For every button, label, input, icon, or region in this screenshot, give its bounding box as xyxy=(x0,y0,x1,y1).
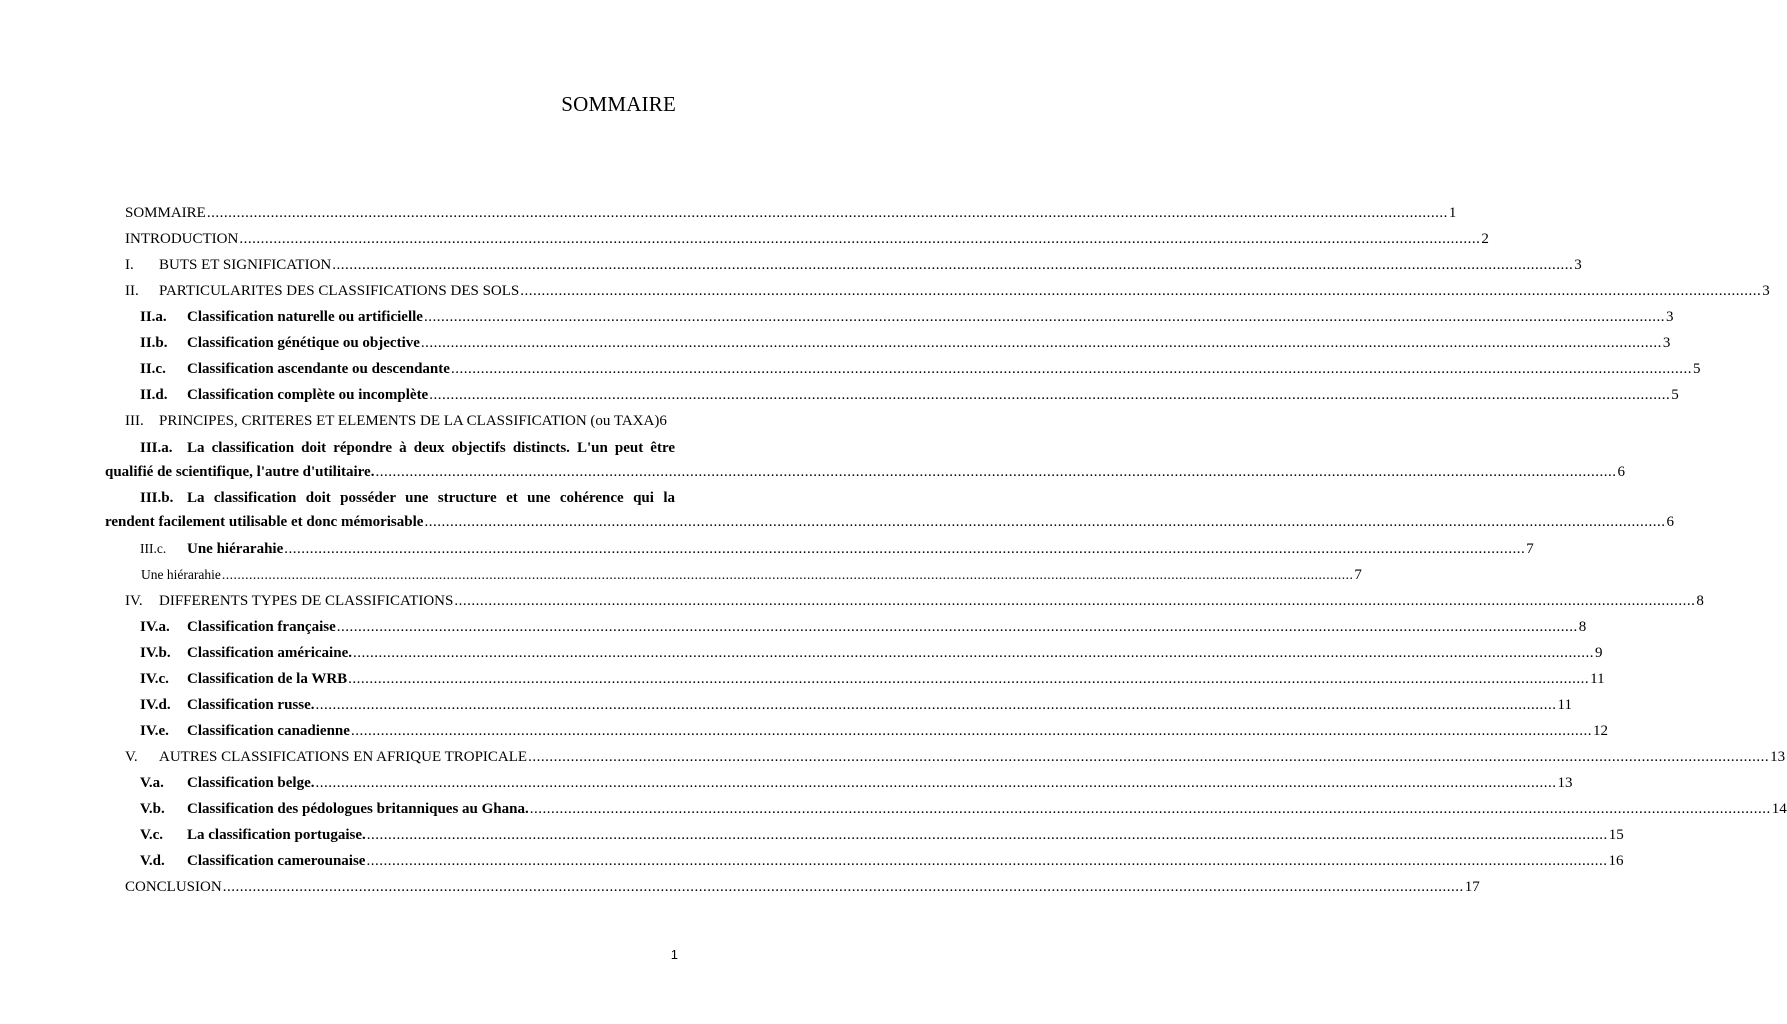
toc-label: AUTRES CLASSIFICATIONS EN AFRIQUE TROPICALE xyxy=(159,749,528,765)
toc-entry-section-5[interactable] xyxy=(105,744,1786,770)
dot-leader xyxy=(454,588,1695,614)
toc-entry-hierarchy[interactable] xyxy=(105,562,1362,588)
dot-leader xyxy=(530,796,1771,822)
toc-entry-introduction[interactable] xyxy=(105,226,1489,252)
toc-entry-section-2c[interactable] xyxy=(105,356,1701,382)
dot-leader xyxy=(284,536,1525,562)
toc-entry-section-2d[interactable] xyxy=(105,382,1679,408)
toc-label-line1: La classification doit répondre à deux objectifs distincts. L'un peut être xyxy=(187,440,675,456)
toc-page-number: 3 xyxy=(1574,257,1582,273)
toc-label: Classification ascendante ou descendante xyxy=(187,361,450,377)
toc-entry-section-5b[interactable] xyxy=(105,796,1787,822)
dot-leader xyxy=(520,278,1761,304)
dot-leader xyxy=(424,510,1665,534)
toc-entry-section-2[interactable] xyxy=(105,278,1770,304)
toc-page-number: 8 xyxy=(1578,619,1587,635)
toc-number: II.a. xyxy=(140,309,167,325)
toc-entry-sommaire[interactable] xyxy=(105,200,1457,226)
toc-label: Classification génétique ou objective xyxy=(187,335,420,351)
toc-label: PRINCIPES, CRITERES ET ELEMENTS DE LA CLASSIFICATION (ou TAXA) xyxy=(159,413,660,429)
toc-label: Classification camerounaise xyxy=(187,853,366,869)
dot-leader xyxy=(316,770,1557,796)
dot-leader xyxy=(424,304,1665,330)
toc-label: PARTICULARITES DES CLASSIFICATIONS DES SOLS xyxy=(159,283,520,299)
toc-page-number: 12 xyxy=(1592,723,1608,739)
toc-page-number: 6 xyxy=(659,413,667,429)
dot-leader xyxy=(222,562,1354,588)
toc-label: Classification complète ou incomplète xyxy=(187,387,429,403)
toc-label: SOMMAIRE xyxy=(125,205,206,221)
dot-leader xyxy=(353,640,1594,666)
toc-number: IV. xyxy=(125,593,143,609)
toc-entry-section-3c[interactable] xyxy=(105,536,1534,562)
toc-entry-section-5a[interactable] xyxy=(105,770,1573,796)
toc-number: III.b. xyxy=(140,490,174,506)
dot-leader xyxy=(316,692,1557,718)
toc-page-number: 16 xyxy=(1608,853,1624,869)
toc-label: BUTS ET SIGNIFICATION xyxy=(159,257,332,273)
dot-leader xyxy=(239,226,1480,252)
toc-number: IV.e. xyxy=(140,723,169,739)
toc-page-number: 13 xyxy=(1770,749,1786,765)
toc-label: INTRODUCTION xyxy=(125,231,239,247)
toc-page-number: 2 xyxy=(1481,231,1489,247)
toc-number: V.b. xyxy=(140,801,165,817)
toc-label: Classification russe. xyxy=(187,697,315,713)
toc-label: Une hiérarahie xyxy=(187,541,284,557)
toc-number: II.b. xyxy=(140,335,168,351)
toc-number: III.c. xyxy=(140,541,167,556)
toc-entry-section-4a[interactable] xyxy=(105,614,1587,640)
toc-page-number: 15 xyxy=(1608,827,1624,843)
toc-entry-section-3a[interactable] xyxy=(105,436,1625,484)
toc-page-number: 7 xyxy=(1354,567,1362,583)
toc-entry-section-4b[interactable] xyxy=(105,640,1603,666)
toc-page-number: 14 xyxy=(1771,801,1787,817)
toc-number: III.a. xyxy=(140,440,173,456)
toc-page-number: 6 xyxy=(1666,514,1674,530)
toc-label: Classification de la WRB xyxy=(187,671,348,687)
toc-label: DIFFERENTS TYPES DE CLASSIFICATIONS xyxy=(159,593,454,609)
toc-label-line1: La classification doit posséder une structure et une cohérence qui la xyxy=(187,490,675,506)
toc-entry-section-4c[interactable] xyxy=(105,666,1605,692)
dot-leader xyxy=(337,614,1578,640)
toc-entry-section-2a[interactable] xyxy=(105,304,1674,330)
dot-leader xyxy=(348,666,1589,692)
toc-number: V.d. xyxy=(140,853,165,869)
toc-page-number: 1 xyxy=(1448,205,1457,221)
toc-label: Une hiérarahie xyxy=(141,567,221,582)
toc-entry-section-4d[interactable] xyxy=(105,692,1572,718)
toc-page-number: 11 xyxy=(1557,697,1572,713)
toc-entry-section-5c[interactable] xyxy=(105,822,1624,848)
toc-page-number: 11 xyxy=(1590,671,1605,687)
dot-leader xyxy=(528,744,1769,770)
dot-leader xyxy=(207,200,1448,226)
toc-page-number: 13 xyxy=(1557,775,1573,791)
dot-leader xyxy=(421,330,1662,356)
toc-label: CONCLUSION xyxy=(125,879,222,895)
toc-entry-section-2b[interactable] xyxy=(105,330,1671,356)
toc-page-number: 8 xyxy=(1696,593,1704,609)
toc-number: IV.c. xyxy=(140,671,169,687)
toc-entry-section-3[interactable] xyxy=(105,408,675,434)
toc-entry-section-4e[interactable] xyxy=(105,718,1608,744)
dot-leader xyxy=(367,822,1608,848)
dot-leader xyxy=(223,874,1464,900)
toc-label-line2: rendent facilement utilisable et donc mémorisable xyxy=(105,514,424,530)
toc-page-number: 3 xyxy=(1662,335,1671,351)
dot-leader xyxy=(332,252,1573,278)
toc-number: IV.b. xyxy=(140,645,171,661)
dot-leader xyxy=(351,718,1592,744)
toc-label: La classification portugaise. xyxy=(187,827,366,843)
toc-page-number: 5 xyxy=(1671,387,1679,403)
toc-number: IV.a. xyxy=(140,619,170,635)
toc-label: Classification canadienne xyxy=(187,723,350,739)
toc-page-number: 5 xyxy=(1692,361,1701,377)
toc-page-number: 9 xyxy=(1594,645,1603,661)
toc-page-number: 6 xyxy=(1617,464,1625,480)
toc-number: I. xyxy=(125,257,134,273)
toc-entry-section-1[interactable] xyxy=(105,252,1582,278)
dot-leader xyxy=(366,848,1607,874)
table-of-contents xyxy=(105,200,1787,900)
toc-label-line2: qualifié de scientifique, l'autre d'utilitaire. xyxy=(105,464,375,480)
toc-number: II. xyxy=(125,283,139,299)
toc-label: Classification des pédologues britanniques au Ghana. xyxy=(187,801,529,817)
toc-label: Classification belge. xyxy=(187,775,315,791)
toc-entry-section-5d[interactable] xyxy=(105,848,1624,874)
toc-entry-section-3b[interactable] xyxy=(105,486,1674,534)
toc-page-number: 17 xyxy=(1464,879,1480,895)
toc-label: Classification française xyxy=(187,619,336,635)
footer-page-number: 1 xyxy=(670,947,678,962)
toc-page-number: 7 xyxy=(1526,541,1534,557)
toc-entry-conclusion[interactable] xyxy=(105,874,1480,900)
toc-label: Classification naturelle ou artificielle xyxy=(187,309,423,325)
toc-entry-section-4[interactable] xyxy=(105,588,1704,614)
toc-number: II.d. xyxy=(140,387,168,403)
dot-leader xyxy=(375,460,1616,484)
dot-leader xyxy=(451,356,1692,382)
toc-number: V.c. xyxy=(140,827,164,843)
toc-number: IV.d. xyxy=(140,697,171,713)
toc-page-number: 3 xyxy=(1762,283,1770,299)
toc-number: V.a. xyxy=(140,775,164,791)
dot-leader xyxy=(429,382,1670,408)
toc-number: II.c. xyxy=(140,361,166,377)
toc-label: Classification américaine. xyxy=(187,645,352,661)
toc-number: V. xyxy=(125,749,138,765)
toc-page-number: 3 xyxy=(1665,309,1674,325)
page-title: SOMMAIRE xyxy=(561,92,676,116)
toc-number: III. xyxy=(125,413,144,429)
